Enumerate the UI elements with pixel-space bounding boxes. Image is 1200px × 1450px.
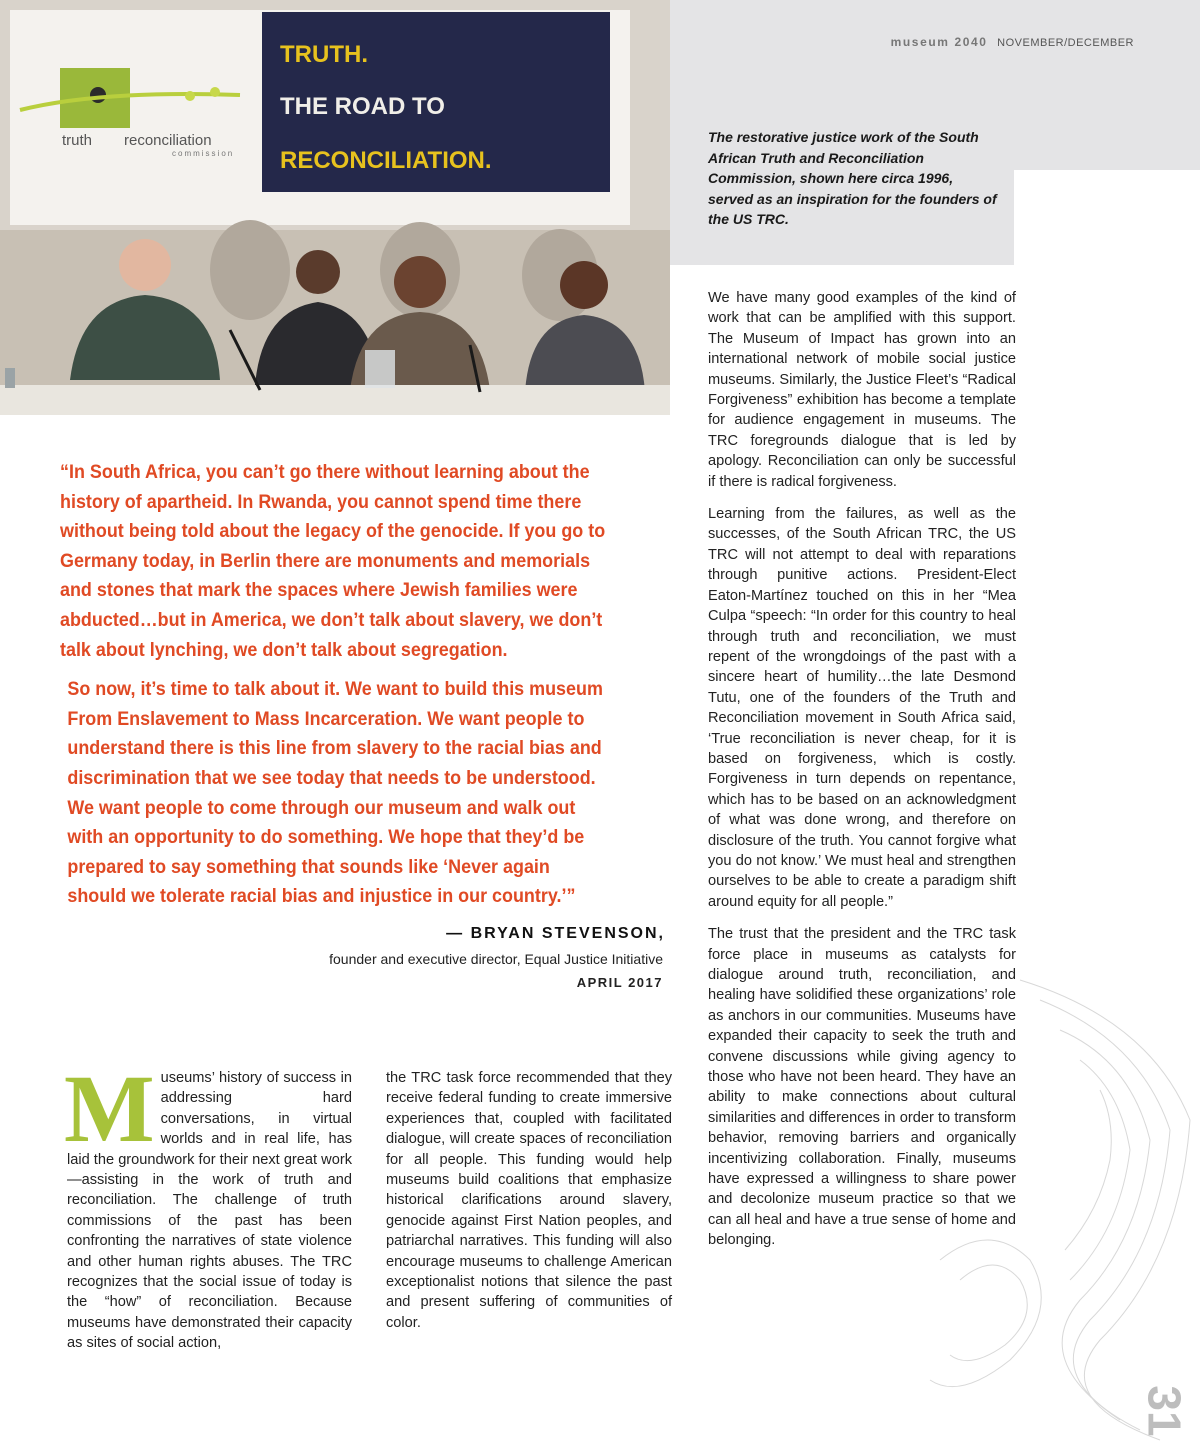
- page-number: 31: [1138, 1385, 1191, 1437]
- body-right-paragraph-1: We have many good examples of the kind of work that can be amplified with this support. The Museum of Impact has grown into an international network of mobile social justice museums. Similarly, the Justice Fleet’s “Radical Forgiveness” exhibition has become a template for audience engagement in museums. The TRC foregrounds dialogue that is led by apology. Reconciliation can only be successful if there is radical forgiveness.: [708, 290, 1016, 490]
- contour-decoration-icon: [900, 960, 1200, 1450]
- banner-line-2: THE ROAD TO: [280, 93, 445, 120]
- trc-photo: [0, 0, 670, 415]
- quote-paragraph-2: So now, it’s time to talk about it. We want to build this museum From Enslavement to Mass Incarceration. We want people to understand there is this line from slavery to the racial bias and discrimination that we see today that needs to be understood. We want people to come through our museum and walk out with an opportunity to do something. We hope that they’d be prepared to say something that sounds like ‘Never again should we tolerate racial bias and injustice in our country.’”: [67, 678, 603, 908]
- banner-line-3: RECONCILIATION.: [280, 147, 492, 174]
- banner-line-1: TRUTH.: [280, 41, 368, 68]
- drop-cap: M: [64, 1055, 155, 1162]
- logo-word-reconciliation: reconciliation: [124, 132, 212, 149]
- quote-attribution-date: APRIL 2017: [576, 975, 663, 990]
- body-right-paragraph-3: The trust that the president and the TRC task force place in museums as catalysts for dialogue around truth, reconciliation, and healing have solidified these organizations’ role as anchors in our communities. Museums have expanded their capacity to seek the truth and convene discussions while giving agency to those who have not been heard. They have an ability to make connections about cultural similarities and differences in order to transform behavior, removing barriers and organically incentivizing collaboration. Finally, museums have expressed a willingness to share power and decolonize museum practice so that we can all heal and have a true sense of home and belonging.: [708, 926, 1016, 1249]
- body-left-text: useums’ history of success in addressing hard conversations, in virtual worlds and in real life, has laid the groundwork for their next great work—assisting in the work of truth and reconciliation. The challenge of truth commissions of the past has been confronting the narratives of state violence and other human rights abuses. The TRC recognizes that the social issue of today is the “how” of reconciliation. Because museums have demonstrated their capacity as sites of social action,: [67, 1070, 352, 1352]
- body-column-left: [64, 1055, 352, 1354]
- body-right-paragraph-2: Learning from the failures, as well as the successes, of the South African TRC, the US TRC will not attempt to deal with reparations through punitive actions. President-Elect Eaton-Martínez touched on this in her “Mea Culpa “speech: “In order for this country to heal through truth and reconciliation, we must repent of the wrongdoings of the past with a sincere heart of humility…the late Desmond Tutu, one of the founders of the Truth and Reconciliation movement in South Africa said, ‘True reconciliation is never cheap, for it is based on forgiveness, which is costly. Forgiveness in turn depends on repentance, which has to be based on an acknowledgment of what was done wrong, and therefore on disclosure of the truth. You cannot forgive what you do not know.’ We must heal and strengthen ourselves to be able to create a paradigm shift around equity for all people.”: [708, 506, 1016, 910]
- magazine-brand: museum 2040: [890, 35, 988, 49]
- issue-date: NOVEMBER/DECEMBER: [997, 37, 1134, 49]
- quote-attribution-role: founder and executive director, Equal Justice Initiative: [329, 951, 663, 967]
- body-column-middle: [386, 1068, 672, 1345]
- quote-paragraph-1: “In South Africa, you can’t go there without learning about the history of apartheid. In Rwanda, you cannot spend time there without being told about the legacy of the genocide. If you go to Germany today, in Berlin there are monuments and memorials and stones that mark the spaces where Jewish families were abducted…but in America, we don’t talk about slavery, we don’t talk about lynching, we don’t talk about segregation.: [60, 461, 606, 661]
- logo-word-truth: truth: [62, 132, 93, 149]
- quote-attribution-name: — BRYAN STEVENSON,: [446, 925, 665, 942]
- photo-caption: The restorative justice work of the South African Truth and Reconciliation Commission, shown here circa 1996, served as an inspiration for the founders of the US TRC.: [708, 129, 997, 227]
- header-notch: [1014, 170, 1200, 270]
- pull-quote: [60, 458, 612, 922]
- body-middle-text: the TRC task force recommended that they receive federal funding to create immersive experiences that, coupled with facilitated dialogue, will create spaces of reconciliation for all people. This funding would help museums build coalitions that emphasize historical clarifications around slavery, genocide against First Nation peoples, and patriarchal narratives. This funding will also encourage museums to challenge American exceptionalist notions that silence the past and present suffering of communities of color.: [386, 1070, 672, 1331]
- running-head: [891, 35, 1134, 49]
- logo-word-commission: commission: [172, 149, 235, 158]
